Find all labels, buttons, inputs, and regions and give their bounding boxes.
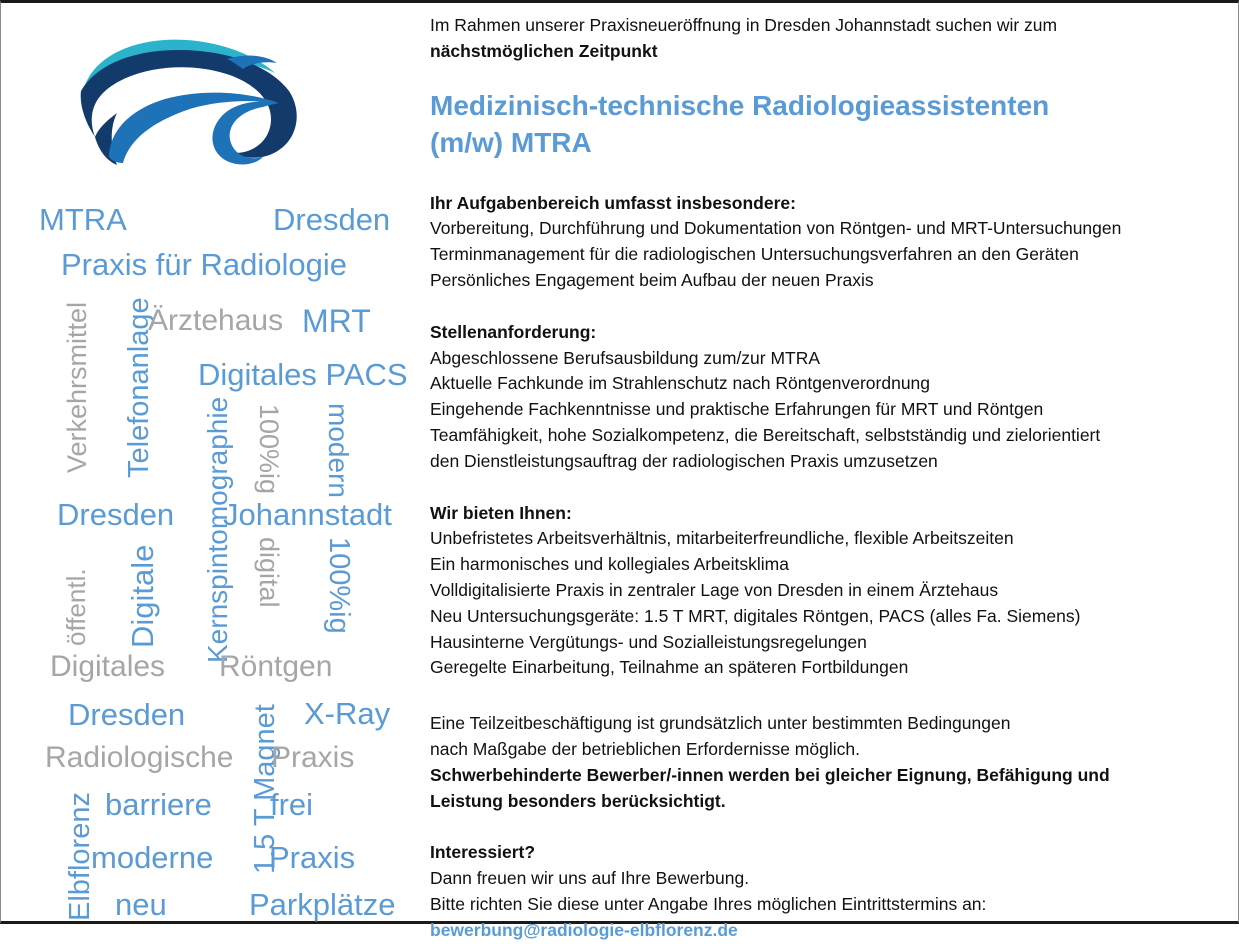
contact-email-link[interactable]: bewerbung@radiologie-elbflorenz.de bbox=[430, 919, 738, 940]
requirements-item: den Dienstleistungsauftrag der radiologischen Praxis umzusetzen bbox=[430, 450, 938, 471]
wordcloud-word: X-Ray bbox=[304, 696, 391, 731]
job-title-heading bbox=[430, 87, 1230, 161]
spacer bbox=[430, 475, 1230, 501]
wordcloud-word: modern bbox=[323, 403, 354, 498]
wordcloud-word: digital bbox=[254, 537, 284, 608]
notes-line-4: Leistung besonders berücksichtigt. bbox=[430, 790, 726, 811]
offer-item: Volldigitalisierte Praxis in zentraler Lage von Dresden in einem Ärztehaus bbox=[430, 579, 999, 600]
notes-line-3: Schwerbehinderte Bewerber/-innen werden bei gleicher Eignung, Befähigung und bbox=[430, 764, 1110, 785]
offer-heading: Wir bieten Ihnen: bbox=[430, 502, 572, 523]
notes-section bbox=[430, 711, 1230, 814]
contact-section bbox=[430, 840, 1230, 943]
wordcloud-word: moderne bbox=[91, 840, 214, 875]
offer-section bbox=[430, 501, 1230, 682]
wordcloud-word: 100%ig bbox=[323, 537, 355, 634]
wordcloud-word: MRT bbox=[302, 303, 371, 339]
tasks-item: Terminmanagement für die radiologischen Untersuchungsverfahren an den Geräten bbox=[430, 244, 1079, 265]
contact-line-1: Dann freuen wir uns auf Ihre Bewerbung. bbox=[430, 868, 750, 889]
wordcloud-word: Johannstadt bbox=[223, 497, 392, 532]
intro-line-1: Im Rahmen unserer Praxisneueröffnung in Dresden Johannstadt suchen wir zum bbox=[430, 15, 1058, 35]
requirements-item: Aktuelle Fachkunde im Strahlenschutz nach Röntgenverordnung bbox=[430, 373, 931, 394]
wordcloud-word: Dresden bbox=[57, 497, 175, 532]
advert-text-column bbox=[430, 13, 1230, 944]
wordcloud-word: Telefonanlage bbox=[123, 297, 155, 478]
intro-paragraph bbox=[430, 13, 1230, 65]
wordcloud-word: Parkplätze bbox=[249, 887, 396, 922]
wordcloud-word: MTRA bbox=[39, 202, 127, 237]
offer-item: Ein harmonisches und kollegiales Arbeitsklima bbox=[430, 554, 789, 575]
requirements-section bbox=[430, 320, 1230, 475]
left-panel bbox=[1, 3, 421, 921]
wordcloud-word: Röntgen bbox=[219, 650, 333, 683]
spacer bbox=[430, 65, 1230, 87]
wordcloud-word: Verkehrsmittel bbox=[62, 301, 92, 473]
wordcloud-word: Praxis bbox=[271, 741, 355, 774]
wordcloud-word: Radiologische bbox=[45, 741, 234, 774]
offer-item: Geregelte Einarbeitung, Teilnahme an späteren Fortbildungen bbox=[430, 657, 909, 678]
offer-item: Unbefristetes Arbeitsverhältnis, mitarbeiterfreundliche, flexible Arbeitszeiten bbox=[430, 528, 1014, 549]
tasks-item: Persönliches Engagement beim Aufbau der neuen Praxis bbox=[430, 269, 874, 290]
wordcloud-word: neu bbox=[115, 887, 167, 922]
wordcloud-word: 100%ig bbox=[254, 404, 284, 495]
wordcloud-word: Elbflorenz bbox=[64, 792, 96, 921]
wordcloud-word: Digitales bbox=[50, 650, 166, 683]
job-title-line-1: Medizinisch-technische Radiologieassistenten bbox=[430, 89, 1050, 121]
job-title-line-2: (m/w) MTRA bbox=[430, 126, 592, 158]
wordcloud-word: öffentl. bbox=[61, 568, 91, 646]
wordcloud-word: 1.5 T Magnet bbox=[249, 704, 281, 874]
offer-item: Hausinterne Vergütungs- und Sozialleistungsregelungen bbox=[430, 631, 867, 652]
spacer bbox=[430, 814, 1230, 840]
notes-line-1: Eine Teilzeitbeschäftigung ist grundsätzlich unter bestimmten Bedingungen bbox=[430, 713, 1011, 734]
spacer bbox=[430, 681, 1230, 711]
intro-line-2: nächstmöglichen Zeitpunkt bbox=[430, 40, 658, 61]
word-cloud bbox=[1, 3, 421, 921]
tasks-section bbox=[430, 191, 1230, 294]
spacer bbox=[430, 294, 1230, 320]
wordcloud-word: Dresden bbox=[273, 202, 391, 237]
requirements-item: Abgeschlossene Berufsausbildung zum/zur MTRA bbox=[430, 347, 821, 368]
contact-heading: Interessiert? bbox=[430, 842, 536, 863]
wordcloud-word: Praxis bbox=[269, 840, 356, 875]
wordcloud-word: frei bbox=[270, 787, 314, 822]
wordcloud-word: Dresden bbox=[68, 697, 186, 732]
spacer bbox=[430, 161, 1230, 191]
notes-line-2: nach Maßgabe der betrieblichen Erfordernisse möglich. bbox=[430, 738, 860, 759]
wordcloud-word: Praxis für Radiologie bbox=[61, 247, 348, 282]
wordcloud-word: Ärztehaus bbox=[148, 304, 284, 337]
contact-line-2: Bitte richten Sie diese unter Angabe Ihres möglichen Eintrittstermins an: bbox=[430, 893, 987, 914]
wordcloud-word: Kernspintomographie bbox=[202, 396, 233, 663]
wordcloud-word: Digitales PACS bbox=[198, 357, 408, 392]
offer-item: Neu Untersuchungsgeräte: 1.5 T MRT, digitales Röntgen, PACS (alles Fa. Siemens) bbox=[430, 605, 1081, 626]
requirements-item: Teamfähigkeit, hohe Sozialkompetenz, die Bereitschaft, selbstständig und zielorientiert bbox=[430, 424, 1101, 445]
requirements-item: Eingehende Fachkenntnisse und praktische Erfahrungen für MRT und Röntgen bbox=[430, 399, 1044, 420]
wordcloud-word: barriere bbox=[105, 787, 212, 822]
tasks-item: Vorbereitung, Durchführung und Dokumentation von Röntgen- und MRT-Untersuchungen bbox=[430, 218, 1122, 239]
wordcloud-word: Digitale bbox=[125, 544, 160, 648]
tasks-heading: Ihr Aufgabenbereich umfasst insbesondere: bbox=[430, 192, 796, 213]
requirements-heading: Stellenanforderung: bbox=[430, 321, 597, 342]
